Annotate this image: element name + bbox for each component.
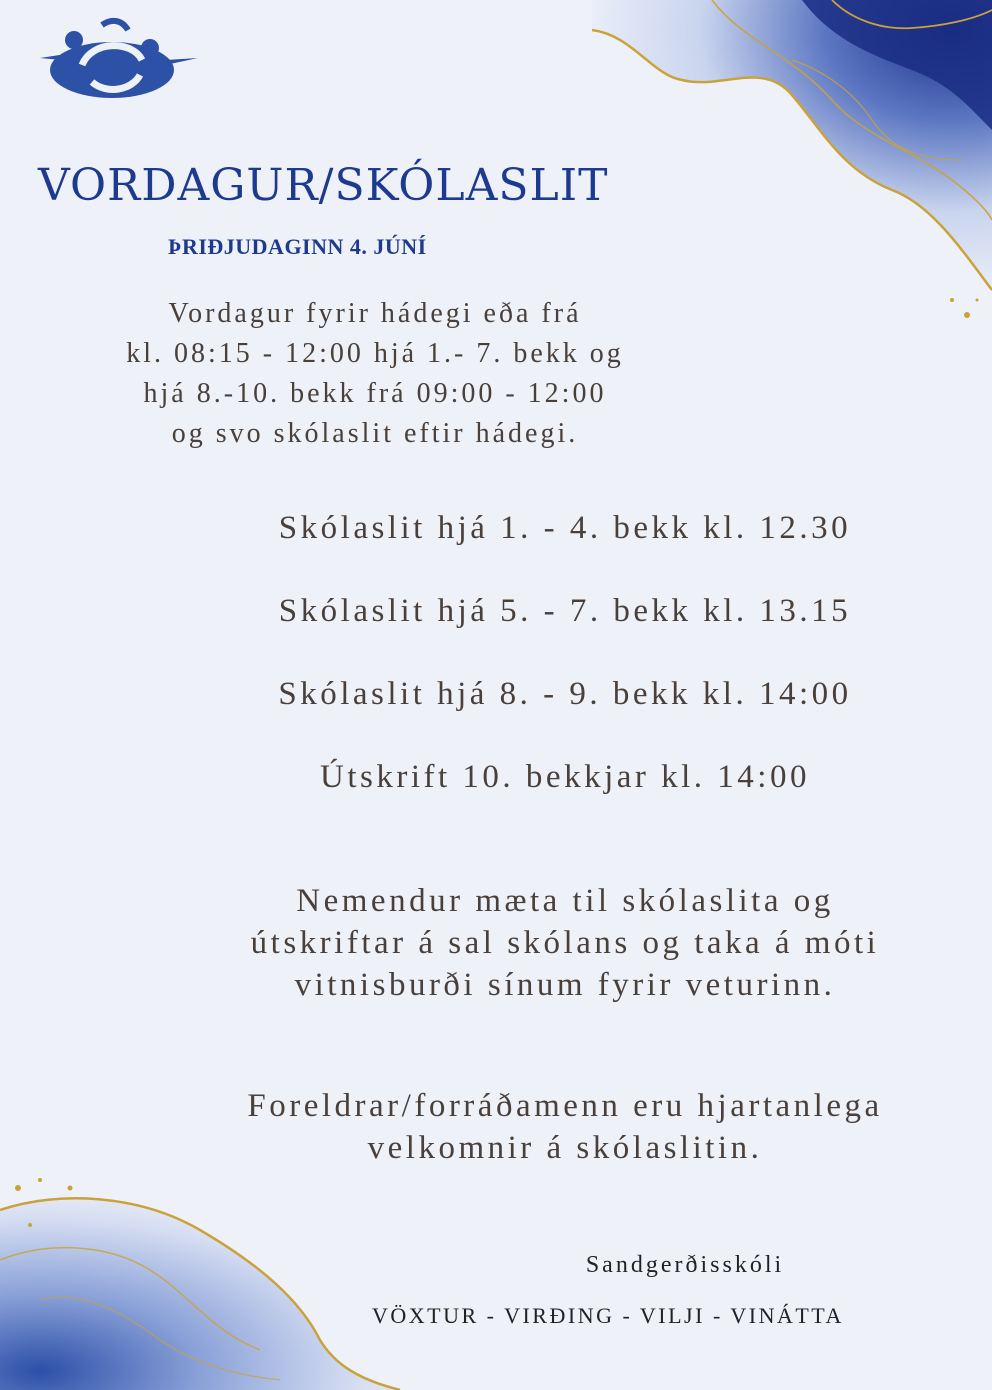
paragraph-line: Foreldrar/forráðamenn eru hjartanlega xyxy=(247,1088,883,1124)
school-motto: VÖXTUR - VIRÐING - VILJI - VINÁTTA xyxy=(372,1303,844,1328)
schedule-item: Skólaslit hjá 1. - 4. bekk kl. 12.30 xyxy=(278,510,852,546)
schedule-list xyxy=(200,503,930,835)
attendance-paragraph xyxy=(170,880,960,1006)
paragraph-line: útskriftar á sal skólans og taka á móti xyxy=(250,925,880,961)
paragraph-line: Nemendur mæta til skólaslita og xyxy=(296,883,834,919)
intro-line: og svo skólaslit eftir hádegi. xyxy=(171,418,579,449)
schedule-item: Útskrift 10. bekkjar kl. 14:00 xyxy=(320,759,810,795)
intro-line: Vordagur fyrir hádegi eða frá xyxy=(168,298,582,329)
event-date: ÞRIÐJUDAGINN 4. JÚNÍ xyxy=(168,234,427,259)
intro-line: hjá 8.-10. bekk frá 09:00 - 12:00 xyxy=(143,378,607,409)
school-logo-icon xyxy=(22,10,202,120)
page-title: VORDAGUR/SKÓLASLIT xyxy=(38,160,609,211)
parents-paragraph xyxy=(170,1085,960,1169)
paragraph-line: vitnisburði sínum fyrir veturinn. xyxy=(294,967,836,1003)
schedule-item: Skólaslit hjá 5. - 7. bekk kl. 13.15 xyxy=(278,593,852,629)
marble-decoration-bottom xyxy=(0,1170,420,1390)
schedule-item: Skólaslit hjá 8. - 9. bekk kl. 14:00 xyxy=(278,676,852,712)
intro-line: kl. 08:15 - 12:00 hjá 1.- 7. bekk og xyxy=(126,338,624,369)
intro-text xyxy=(40,294,710,454)
paragraph-line: velkomnir á skólaslitin. xyxy=(367,1130,763,1166)
school-name: Sandgerðisskóli xyxy=(585,1252,785,1278)
